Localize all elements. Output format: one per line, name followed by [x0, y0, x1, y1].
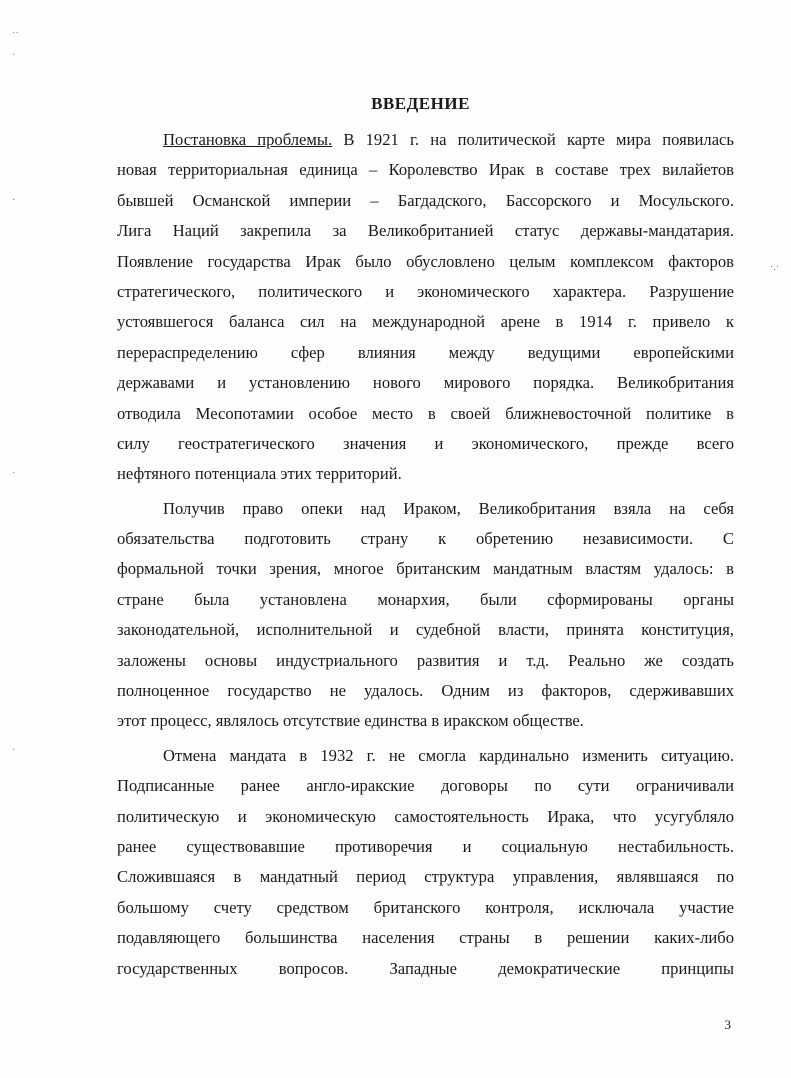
paragraph-line: подавляющего большинства населения страны в решении каких-либо — [117, 928, 734, 948]
paragraph-line: государственных вопросов. Западные демократические принципы — [117, 958, 734, 978]
paragraph-line — [117, 125, 734, 155]
paragraph-line: полноценное государство не удалось. Одним из факторов, сдерживавших — [117, 681, 734, 701]
paragraph-line: силу геостратегического значения и экономического, прежде всего — [117, 433, 734, 453]
paragraph-line: Лига Наций закрепила за Великобританией статус державы-мандатария. — [117, 221, 734, 241]
paragraph-line: ранее существовавшие противоречия и социальную нестабильность. — [117, 836, 734, 856]
scan-artifact-mark: · — [12, 50, 16, 61]
paragraph-line: законодательной, исполнительной и судебной власти, принята конституция, — [117, 620, 734, 640]
paragraph-line: отводила Месопотамии особое место в своей ближневосточной политике в — [117, 403, 734, 423]
scan-artifact-mark: ·· — [12, 28, 19, 39]
paragraph-line: устоявшегося баланса сил на международной арене в 1914 г. привело к — [117, 312, 734, 332]
paragraph-line: державами и установлению нового мирового порядка. Великобритания — [117, 373, 734, 393]
paragraph-line: этот процесс, являлось отсутствие единства в иракском обществе. — [117, 711, 584, 731]
paragraph-line: перераспределению сфер влияния между ведущими европейскими — [117, 342, 734, 362]
page-number: 3 — [724, 1017, 731, 1032]
section-heading: ВВЕДЕНИЕ — [371, 94, 470, 113]
paragraph-line: формальной точки зрения, многое британским мандатным властям удалось: в — [117, 559, 734, 579]
paragraph-line: Получив право опеки над Ираком, Великобритания взяла на себя — [163, 498, 734, 518]
paragraph-text: В 1921 г. на политической карте мира появилась — [332, 130, 734, 149]
paragraph-line: Отмена мандата в 1932 г. не смогла кардинально изменить ситуацию. — [163, 745, 734, 765]
paragraph-line: нефтяного потенциала этих территорий. — [117, 464, 402, 484]
body-text — [117, 125, 734, 984]
paragraph-line: политическую и экономическую самостоятельность Ирака, что усугубляло — [117, 806, 734, 826]
paragraph-line: Появление государства Ирак было обусловлено целым комплексом факторов — [117, 251, 734, 271]
paragraph-line: новая территориальная единица – Королевство Ирак в составе трех вилайетов — [117, 160, 734, 180]
problem-statement-label: Постановка проблемы. — [163, 130, 333, 149]
paragraph-line: стране была установлена монархия, были сформированы органы — [117, 589, 734, 609]
paragraph-line: обязательства подготовить страну к обретению независимости. С — [117, 529, 734, 549]
scan-artifact-mark: ·.· — [770, 262, 780, 273]
paragraph-line: Подписанные ранее англо-иракские договоры по сути ограничивали — [117, 776, 734, 796]
scan-artifact-mark: · — [12, 745, 16, 756]
paragraph-line: заложены основы индустриального развития и т.д. Реально же создать — [117, 650, 734, 670]
paragraph-line: бывшей Османской империи – Багдадского, Бассорского и Мосульского. — [117, 190, 734, 210]
paragraph-line: Сложившаяся в мандатный период структура управления, являвшаяся по — [117, 867, 734, 887]
paragraph-line: большому счету средством британского контроля, исключала участие — [117, 897, 734, 917]
scan-artifact-mark: · — [12, 195, 16, 206]
scan-artifact-mark: · — [12, 468, 16, 479]
paragraph-line: стратегического, политического и экономического характера. Разрушение — [117, 281, 734, 301]
